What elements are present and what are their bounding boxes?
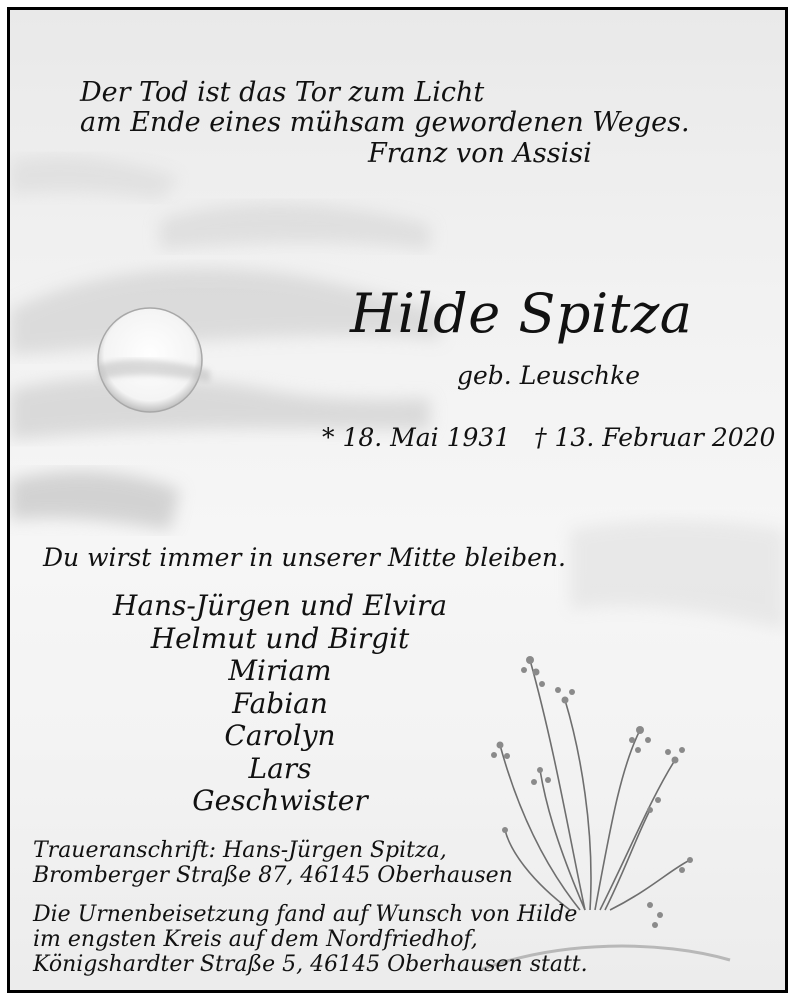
motto: Du wirst immer in unserer Mitte bleiben. — [43, 543, 566, 572]
burial-line: Die Urnenbeisetzung fand auf Wunsch von Hilde — [33, 902, 578, 927]
mourner-name: Helmut und Birgit — [150, 621, 410, 655]
burial-notice — [33, 902, 588, 977]
mourning-address — [33, 838, 513, 888]
mourner-name: Geschwister — [192, 784, 368, 817]
mourner-name: Carolyn — [224, 719, 336, 752]
deceased-name: Hilde Spitza — [350, 282, 693, 345]
maiden-name: geb. Leuschke — [457, 361, 641, 390]
mourner-name: Lars — [248, 751, 312, 785]
life-dates: * 18. Mai 1931 † 13. Februar 2020 — [322, 423, 776, 452]
burial-line: im engsten Kreis auf dem Nordfriedhof, — [33, 927, 478, 952]
notice-line: Traueranschrift: Hans-Jürgen Spitza, — [33, 838, 447, 863]
mourner-name: Hans-Jürgen und Elvira — [112, 589, 448, 622]
mourner-name: Miriam — [228, 654, 332, 687]
burial-line: Königshardter Straße 5, 46145 Oberhausen statt. — [33, 952, 588, 977]
quote-line: Der Tod ist das Tor zum Licht — [80, 77, 485, 108]
quote-author: Franz von Assisi — [368, 138, 592, 169]
mourner-name: Fabian — [232, 686, 328, 720]
quote — [80, 78, 690, 138]
obituary-card — [7, 7, 788, 993]
mourners-list — [80, 590, 480, 818]
quote-line: am Ende eines mühsam gewordenen Weges. — [80, 107, 690, 138]
notice-line: Bromberger Straße 87, 46145 Oberhausen — [33, 863, 513, 888]
